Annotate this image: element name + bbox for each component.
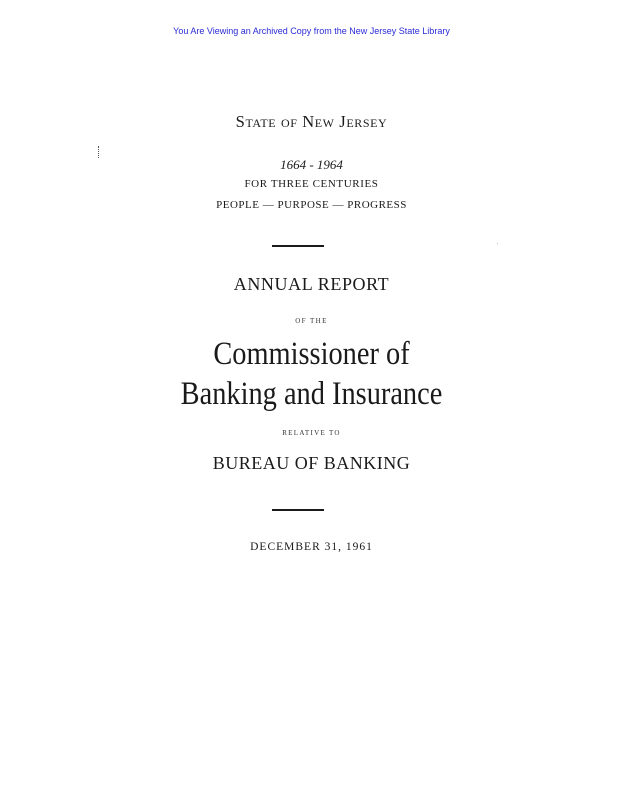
- report-date: DECEMBER 31, 1961: [250, 541, 373, 553]
- divider-rule: [272, 509, 324, 511]
- relative-to-label: RELATIVE TO: [282, 429, 341, 437]
- scan-speck: [497, 243, 498, 244]
- centuries-line: FOR THREE CENTURIES: [244, 178, 379, 190]
- motto-line: PEOPLE — PURPOSE — PROGRESS: [216, 199, 407, 211]
- of-the-label: OF THE: [295, 317, 328, 325]
- archive-notice: You Are Viewing an Archived Copy from the New Jersey State Library: [173, 26, 450, 36]
- years-range: 1664 - 1964: [280, 157, 343, 172]
- commissioner-title-line2: Banking and Insurance: [180, 376, 443, 412]
- divider-rule: [272, 245, 324, 247]
- report-title: ANNUAL REPORT: [233, 274, 390, 294]
- bureau-title: BUREAU OF BANKING: [212, 453, 411, 473]
- state-title: State of New Jersey: [235, 112, 388, 131]
- commissioner-title-line1: Commissioner of: [213, 336, 410, 372]
